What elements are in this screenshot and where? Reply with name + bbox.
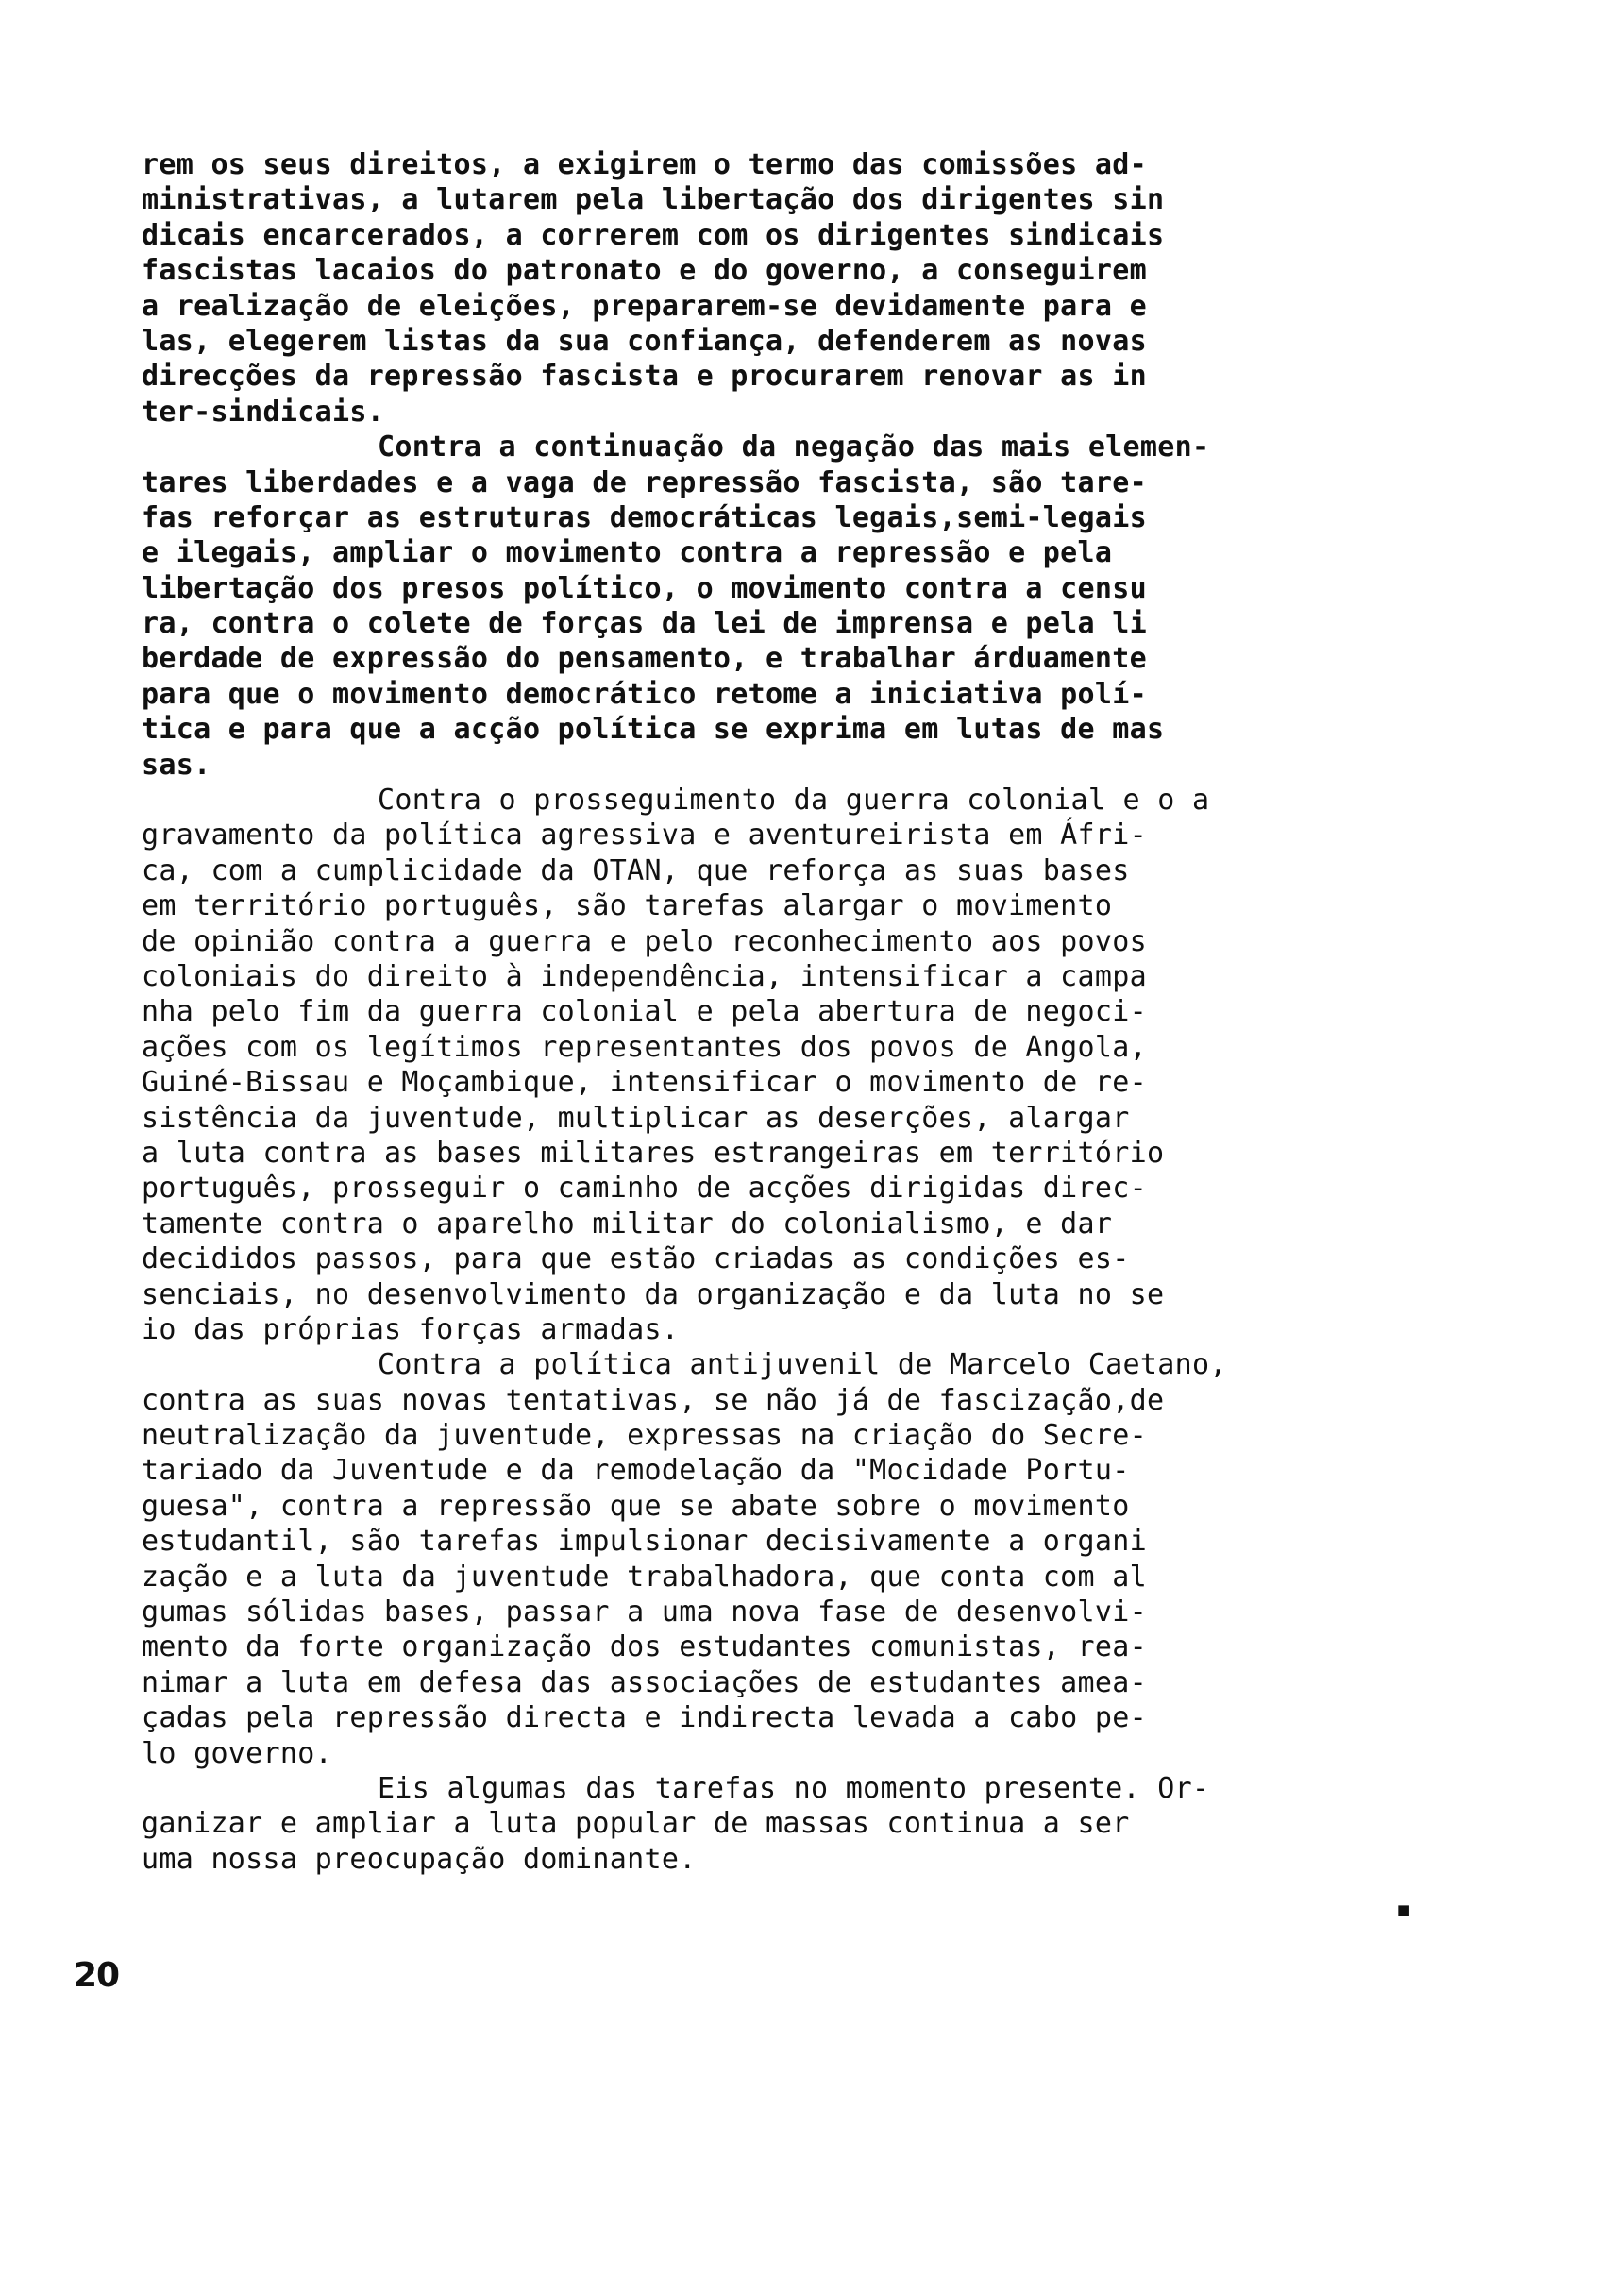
text-line: libertação dos presos político, o movimento contra a censu bbox=[142, 571, 1147, 605]
text-line: uma nossa preocupação dominante. bbox=[142, 1842, 697, 1876]
text-line: zação e a luta da juventude trabalhadora, que conta com al bbox=[142, 1560, 1147, 1594]
text-line: mento da forte organização dos estudantes comunistas, rea- bbox=[142, 1630, 1147, 1664]
text-line: fas reforçar as estruturas democráticas legais,semi-legais bbox=[142, 500, 1147, 534]
text-line: estudantil, são tarefas impulsionar decisivamente a organi bbox=[142, 1525, 1147, 1559]
text-line: tariado da Juventude e da remodelação da "Mocidade Portu- bbox=[142, 1454, 1130, 1488]
text-line: Contra a continuação da negação das mais elemen- bbox=[378, 430, 1210, 464]
end-of-article-mark: ▪ bbox=[1395, 1893, 1413, 1926]
text-line: sas. bbox=[142, 748, 211, 782]
text-line: gravamento da política agressiva e aventureirista em Áfri- bbox=[142, 819, 1147, 853]
text-line: Contra a política antijuvenil de Marcelo Caetano, bbox=[378, 1348, 1227, 1382]
text-line: senciais, no desenvolvimento da organização e da luta no se bbox=[142, 1277, 1165, 1311]
text-line: çadas pela repressão directa e indirecta levada a cabo pe- bbox=[142, 1701, 1147, 1735]
text-line: Eis algumas das tarefas no momento presente. Or- bbox=[378, 1771, 1210, 1805]
text-line: io das próprias forças armadas. bbox=[142, 1312, 680, 1346]
body-text bbox=[142, 147, 1463, 1877]
text-line: gumas sólidas bases, passar a uma nova fase de desenvolvi- bbox=[142, 1595, 1147, 1629]
text-line: las, elegerem listas da sua confiança, defenderem as novas bbox=[142, 324, 1147, 358]
text-line: tica e para que a acção política se exprima em lutas de mas bbox=[142, 713, 1165, 747]
text-line: a realização de eleições, prepararem-se devidamente para e bbox=[142, 289, 1147, 323]
page-number: 20 bbox=[74, 1956, 120, 1995]
text-line: em território português, são tarefas alargar o movimento bbox=[142, 889, 1113, 923]
text-line: e ilegais, ampliar o movimento contra a repressão e pela bbox=[142, 536, 1113, 570]
text-line: ministrativas, a lutarem pela libertação dos dirigentes sin bbox=[142, 183, 1165, 217]
text-line: dicais encarcerados, a correrem com os dirigentes sindicais bbox=[142, 218, 1165, 252]
text-line: sistência da juventude, multiplicar as deserções, alargar bbox=[142, 1101, 1130, 1135]
text-line: ra, contra o colete de forças da lei de imprensa e pela li bbox=[142, 607, 1147, 641]
paragraph bbox=[142, 1771, 1463, 1877]
paragraph bbox=[142, 147, 1463, 430]
text-line: lo governo. bbox=[142, 1736, 332, 1770]
text-line: rem os seus direitos, a exigirem o termo das comissões ad- bbox=[142, 148, 1147, 181]
text-line: de opinião contra a guerra e pelo reconhecimento aos povos bbox=[142, 924, 1147, 958]
text-line: direcções da repressão fascista e procurarem renovar as in bbox=[142, 360, 1147, 394]
paragraph bbox=[142, 1347, 1463, 1771]
text-line: Guiné-Bissau e Moçambique, intensificar o movimento de re- bbox=[142, 1066, 1147, 1100]
text-line: berdade de expressão do pensamento, e trabalhar árduamente bbox=[142, 642, 1147, 676]
text-line: nha pelo fim da guerra colonial e pela abertura de negoci- bbox=[142, 995, 1147, 1029]
text-line: fascistas lacaios do patronato e do governo, a conseguirem bbox=[142, 254, 1147, 288]
text-line: decididos passos, para que estão criadas as condições es- bbox=[142, 1242, 1130, 1276]
text-line: Contra o prosseguimento da guerra colonial e o a bbox=[378, 784, 1210, 818]
text-line: ganizar e ampliar a luta popular de massas continua a ser bbox=[142, 1807, 1130, 1841]
text-line: ca, com a cumplicidade da OTAN, que reforça as suas bases bbox=[142, 853, 1130, 887]
text-line: nimar a luta em defesa das associações de estudantes amea- bbox=[142, 1665, 1147, 1699]
text-line: coloniais do direito à independência, intensificar a campa bbox=[142, 959, 1147, 993]
text-line: português, prosseguir o caminho de acções dirigidas direc- bbox=[142, 1172, 1147, 1206]
text-line: a luta contra as bases militares estrangeiras em território bbox=[142, 1136, 1165, 1170]
text-line: tares liberdades e a vaga de repressão fascista, são tare- bbox=[142, 465, 1147, 499]
text-line: ações com os legítimos representantes dos povos de Angola, bbox=[142, 1030, 1147, 1064]
text-line: ter-sindicais. bbox=[142, 395, 385, 429]
text-line: tamente contra o aparelho militar do colonialismo, e dar bbox=[142, 1207, 1113, 1241]
text-line: contra as suas novas tentativas, se não já de fascização,de bbox=[142, 1383, 1165, 1417]
text-line: neutralização da juventude, expressas na criação do Secre- bbox=[142, 1419, 1147, 1453]
paragraph bbox=[142, 430, 1463, 783]
paragraph bbox=[142, 783, 1463, 1347]
text-line: para que o movimento democrático retome a iniciativa polí- bbox=[142, 677, 1147, 711]
text-line: guesa", contra a repressão que se abate sobre o movimento bbox=[142, 1489, 1130, 1523]
